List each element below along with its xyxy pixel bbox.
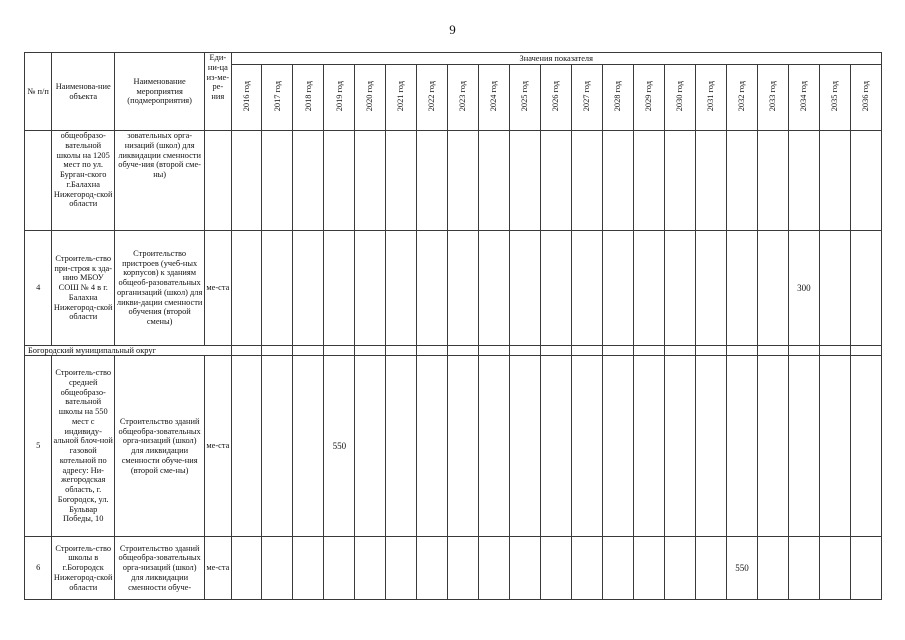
table-row — [25, 231, 882, 345]
value-cell — [324, 231, 355, 345]
empty-cell — [324, 345, 355, 356]
value-cell — [262, 356, 293, 536]
value-cell — [262, 536, 293, 599]
unit-cell: ме-ста — [205, 356, 231, 536]
page-number: 9 — [449, 22, 456, 37]
value-cell — [417, 356, 448, 536]
indicator-table — [24, 52, 882, 600]
year-header-label: 2025 год — [520, 80, 530, 112]
value-cell — [479, 536, 510, 599]
value-cell — [696, 536, 727, 599]
year-header-label: 2034 год — [799, 80, 809, 112]
year-header — [479, 65, 510, 131]
empty-cell — [572, 345, 603, 356]
year-header-label: 2033 год — [768, 80, 778, 112]
value-cell — [819, 536, 850, 599]
row-number — [25, 131, 52, 231]
year-header — [634, 65, 665, 131]
empty-cell — [696, 345, 727, 356]
year-header — [603, 65, 634, 131]
value-cell — [850, 536, 881, 599]
value-cell — [510, 356, 541, 536]
year-header — [696, 65, 727, 131]
empty-cell — [386, 345, 417, 356]
value-cell — [665, 536, 696, 599]
year-header — [757, 65, 788, 131]
value-cell — [355, 131, 386, 231]
object-name: Строитель-ство школы в г.Богородск Нижегород-ской области — [52, 536, 115, 599]
empty-cell — [727, 345, 758, 356]
value-cell — [634, 131, 665, 231]
value-cell — [386, 231, 417, 345]
row-number: 5 — [25, 356, 52, 536]
unit-cell — [205, 131, 231, 231]
year-header — [417, 65, 448, 131]
empty-cell — [788, 345, 819, 356]
value-cell — [324, 131, 355, 231]
value-cell — [572, 231, 603, 345]
section-row — [25, 345, 882, 356]
value-cell — [448, 536, 479, 599]
value-cell — [696, 131, 727, 231]
value-cell — [448, 231, 479, 345]
value-cell — [850, 356, 881, 536]
value-cell — [727, 131, 758, 231]
object-name: общеобразо-вательной школы на 1205 мест по ул. Бурган-ского г.Балахна Нижегород-ской области — [52, 131, 115, 231]
value-cell — [603, 356, 634, 536]
empty-cell — [510, 345, 541, 356]
year-header — [324, 65, 355, 131]
value-cell — [541, 356, 572, 536]
value-cell — [231, 131, 262, 231]
empty-cell — [355, 345, 386, 356]
header-num: № п/п — [25, 53, 52, 131]
value-cell — [788, 536, 819, 599]
header-unit: Еди-ни-ца из-ме-ре-ния — [205, 53, 231, 131]
empty-cell — [541, 345, 572, 356]
value-cell — [634, 356, 665, 536]
empty-cell — [417, 345, 448, 356]
year-header-label: 2022 год — [427, 80, 437, 112]
value-cell — [386, 356, 417, 536]
value-cell — [479, 231, 510, 345]
table-body — [25, 131, 882, 600]
empty-cell — [262, 345, 293, 356]
year-header-label: 2018 год — [303, 80, 313, 112]
empty-cell — [634, 345, 665, 356]
header-measure: Наименование мероприятия (подмероприятия) — [115, 53, 205, 131]
year-header — [572, 65, 603, 131]
value-cell — [386, 536, 417, 599]
value-cell — [231, 231, 262, 345]
value-cell — [510, 231, 541, 345]
value-cell — [603, 131, 634, 231]
value-cell — [850, 131, 881, 231]
year-header — [727, 65, 758, 131]
value-cell — [572, 131, 603, 231]
value-cell — [696, 356, 727, 536]
measure-name: Строительство зданий общеобра-зовательных орга-низаций (школ) для ликвидации сменности обуче-ния (второй сме-ны) — [115, 356, 205, 536]
value-cell — [293, 231, 324, 345]
value-cell — [850, 231, 881, 345]
value-cell — [819, 131, 850, 231]
row-number: 6 — [25, 536, 52, 599]
unit-cell: ме-ста — [205, 231, 231, 345]
empty-cell — [850, 345, 881, 356]
value-cell: 550 — [727, 536, 758, 599]
year-header-label: 2032 год — [737, 80, 747, 112]
value-cell — [231, 536, 262, 599]
value-cell — [262, 131, 293, 231]
table-row — [25, 131, 882, 231]
value-cell — [665, 356, 696, 536]
year-header-label: 2017 год — [272, 80, 282, 112]
empty-cell — [603, 345, 634, 356]
value-cell: 550 — [324, 356, 355, 536]
value-cell — [293, 356, 324, 536]
value-cell — [788, 356, 819, 536]
value-cell — [757, 231, 788, 345]
empty-cell — [293, 345, 324, 356]
value-cell — [696, 231, 727, 345]
value-cell — [417, 231, 448, 345]
value-cell — [417, 536, 448, 599]
value-cell — [293, 131, 324, 231]
year-header-label: 2030 год — [675, 80, 685, 112]
value-cell: 300 — [788, 231, 819, 345]
empty-cell — [757, 345, 788, 356]
value-cell — [448, 131, 479, 231]
value-cell — [665, 231, 696, 345]
year-header — [231, 65, 262, 131]
year-header-label: 2024 год — [489, 80, 499, 112]
empty-cell — [231, 345, 262, 356]
year-header — [541, 65, 572, 131]
year-header — [293, 65, 324, 131]
year-header — [819, 65, 850, 131]
value-cell — [727, 231, 758, 345]
value-cell — [665, 131, 696, 231]
section-title: Богородский муниципальный округ — [25, 345, 232, 356]
year-header — [386, 65, 417, 131]
year-header — [665, 65, 696, 131]
value-cell — [788, 131, 819, 231]
value-cell — [355, 356, 386, 536]
year-header — [448, 65, 479, 131]
year-header-label: 2021 год — [396, 80, 406, 112]
measure-name: зовательных орга-низаций (школ) для ликвидации сменности обуче-ния (второй сме-ны) — [115, 131, 205, 231]
year-header-label: 2036 год — [861, 80, 871, 112]
value-cell — [293, 536, 324, 599]
value-cell — [510, 131, 541, 231]
year-header-label: 2035 год — [830, 80, 840, 112]
object-name: Строитель-ство средней общеобразо-вательной школы на 550 мест с индивиду-альной блоч-ной газовой котельной по адресу: Ни-жегородская область, г. Богородск, ул. Бульвар Победы, 10 — [52, 356, 115, 536]
value-cell — [757, 356, 788, 536]
value-cell — [603, 536, 634, 599]
year-header — [262, 65, 293, 131]
measure-name: Строительство пристроев (учеб-ных корпусов) к зданиям общеоб-разовательных организаций (школ) для ликви-дации сменности обучения (второй смены) — [115, 231, 205, 345]
value-cell — [262, 231, 293, 345]
value-cell — [634, 231, 665, 345]
year-header — [788, 65, 819, 131]
value-cell — [727, 356, 758, 536]
value-cell — [541, 536, 572, 599]
year-header-label: 2026 год — [551, 80, 561, 112]
value-cell — [541, 231, 572, 345]
table-row — [25, 536, 882, 599]
value-cell — [355, 536, 386, 599]
year-header — [510, 65, 541, 131]
value-cell — [479, 131, 510, 231]
empty-cell — [819, 345, 850, 356]
measure-name: Строительство зданий общеобра-зовательных орга-низаций (школ) для ликвидации сменности обуче- — [115, 536, 205, 599]
value-cell — [634, 536, 665, 599]
year-header — [355, 65, 386, 131]
header-values-title: Значения показателя — [231, 53, 882, 65]
year-header-label: 2029 год — [644, 80, 654, 112]
empty-cell — [448, 345, 479, 356]
value-cell — [355, 231, 386, 345]
value-cell — [231, 356, 262, 536]
value-cell — [819, 356, 850, 536]
year-header-label: 2020 год — [365, 80, 375, 112]
value-cell — [448, 356, 479, 536]
year-header-label: 2019 год — [334, 80, 344, 112]
table-row — [25, 356, 882, 536]
header-object: Наименова-ние объекта — [52, 53, 115, 131]
value-cell — [572, 536, 603, 599]
value-cell — [541, 131, 572, 231]
empty-cell — [665, 345, 696, 356]
year-header-label: 2016 год — [241, 80, 251, 112]
value-cell — [819, 231, 850, 345]
row-number: 4 — [25, 231, 52, 345]
value-cell — [386, 131, 417, 231]
empty-cell — [479, 345, 510, 356]
year-header-label: 2023 год — [458, 80, 468, 112]
unit-cell: ме-ста — [205, 536, 231, 599]
year-header-label: 2031 год — [706, 80, 716, 112]
year-header-label: 2027 год — [582, 80, 592, 112]
value-cell — [510, 536, 541, 599]
value-cell — [572, 356, 603, 536]
value-cell — [479, 356, 510, 536]
year-header-label: 2028 год — [613, 80, 623, 112]
value-cell — [324, 536, 355, 599]
value-cell — [757, 131, 788, 231]
value-cell — [757, 536, 788, 599]
object-name: Строитель-ство при-строя к зда-нию МБОУ СОШ № 4 в г. Балахна Нижегород-ской области — [52, 231, 115, 345]
year-header — [850, 65, 881, 131]
value-cell — [603, 231, 634, 345]
value-cell — [417, 131, 448, 231]
